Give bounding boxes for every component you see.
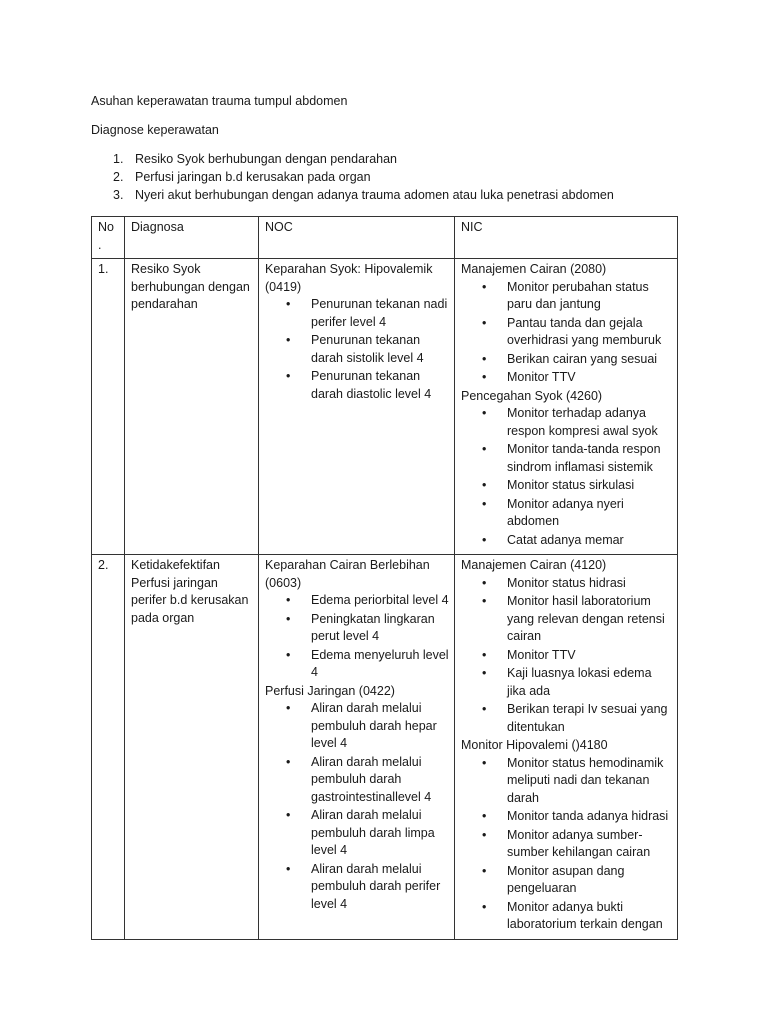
header-no: No . [92, 217, 125, 259]
list-item: • Monitor adanya sumber-sumber kehilangan cairan [461, 827, 672, 862]
table-row [92, 259, 678, 555]
intervention-list [461, 575, 672, 737]
list-item: • Monitor status hidrasi [461, 575, 672, 593]
list-item: • Penurunan tekanan nadi perifer level 4 [265, 296, 449, 331]
list-item: • Penurunan tekanan darah diastolic level 4 [265, 368, 449, 403]
list-text: Perfusi jaringan b.d kerusakan pada organ [135, 170, 371, 184]
list-item [91, 169, 614, 187]
table-row [92, 555, 678, 940]
list-text: Nyeri akut berhubungan dengan adanya trauma adomen atau luka penetrasi abdomen [135, 188, 614, 202]
outcome-title: Keparahan Syok: Hipovalemik (0419) [265, 262, 433, 294]
cell-no: 1. [92, 259, 125, 555]
list-item: • Aliran darah melalui pembuluh darah gastrointestinallevel 4 [265, 754, 449, 807]
table-header-row [92, 217, 678, 259]
list-item: • Edema menyeluruh level 4 [265, 647, 449, 682]
list-number: 1. [113, 152, 124, 166]
intervention-list [461, 405, 672, 549]
list-item: • Monitor asupan dang pengeluaran [461, 863, 672, 898]
list-item: • Aliran darah melalui pembuluh darah perifer level 4 [265, 861, 449, 914]
list-item: • Berikan cairan yang sesuai [461, 351, 672, 369]
outcome-list [265, 296, 449, 403]
list-item: • Monitor adanya bukti laboratorium terkain dengan [461, 899, 672, 934]
header-noc: NOC [259, 217, 455, 259]
list-item: • Monitor perubahan status paru dan jantung [461, 279, 672, 314]
cell-noc [259, 555, 455, 940]
list-item: • Monitor tanda adanya hidrasi [461, 808, 672, 826]
list-item: • Peningkatan lingkaran perut level 4 [265, 611, 449, 646]
cell-nic [455, 555, 678, 940]
list-item: • Pantau tanda dan gejala overhidrasi yang memburuk [461, 315, 672, 350]
header-nic: NIC [455, 217, 678, 259]
intervention-title: Monitor Hipovalemi ()4180 [461, 738, 608, 752]
diagnosis-list [91, 151, 614, 205]
list-item: • Catat adanya memar [461, 532, 672, 550]
list-item: • Berikan terapi Iv sesuai yang ditentukan [461, 701, 672, 736]
intervention-title: Pencegahan Syok (4260) [461, 388, 603, 403]
cell-no: 2. [92, 555, 125, 940]
header-diagnosa: Diagnosa [125, 217, 259, 259]
care-plan-table [91, 216, 678, 940]
cell-diagnosa: Ketidakefektifan Perfusi jaringan perifer b.d kerusakan pada organ [125, 555, 259, 940]
list-item: • Aliran darah melalui pembuluh darah limpa level 4 [265, 807, 449, 860]
intervention-title: Manajemen Cairan (2080) [461, 262, 607, 276]
list-item: • Monitor adanya nyeri abdomen [461, 496, 672, 531]
outcome-list [265, 592, 449, 682]
list-item: • Monitor tanda-tanda respon sindrom inflamasi sistemik [461, 441, 672, 476]
outcome-title: Keparahan Cairan Berlebihan (0603) [265, 558, 430, 590]
cell-diagnosa: Resiko Syok berhubungan dengan pendarahan [125, 259, 259, 555]
list-item: • Monitor status hemodinamik meliputi nadi dan tekanan darah [461, 755, 672, 808]
intervention-list [461, 755, 672, 934]
list-item: • Kaji luasnya lokasi edema jika ada [461, 665, 672, 700]
section-heading: Diagnose keperawatan [91, 123, 219, 137]
intervention-list [461, 279, 672, 387]
list-item: • Monitor hasil laboratorium yang relevan dengan retensi cairan [461, 593, 672, 646]
list-item: • Aliran darah melalui pembuluh darah hepar level 4 [265, 700, 449, 753]
list-text: Resiko Syok berhubungan dengan pendarahan [135, 152, 398, 166]
document-title: Asuhan keperawatan trauma tumpul abdomen [91, 94, 348, 108]
list-item: • Penurunan tekanan darah sistolik level 4 [265, 332, 449, 367]
list-number: 2. [113, 170, 124, 184]
intervention-title: Manajemen Cairan (4120) [461, 558, 607, 572]
list-item: • Monitor TTV [461, 369, 672, 387]
cell-nic [455, 259, 678, 555]
outcome-title: Perfusi Jaringan (0422) [265, 683, 395, 698]
cell-noc [259, 259, 455, 555]
list-item [91, 151, 614, 169]
list-number: 3. [113, 188, 124, 202]
list-item: • Monitor terhadap adanya respon kompresi awal syok [461, 405, 672, 440]
list-item [91, 187, 614, 205]
list-item: • Monitor TTV [461, 647, 672, 665]
outcome-list [265, 700, 449, 913]
list-item: • Monitor status sirkulasi [461, 477, 672, 495]
list-item: • Edema periorbital level 4 [265, 592, 449, 610]
